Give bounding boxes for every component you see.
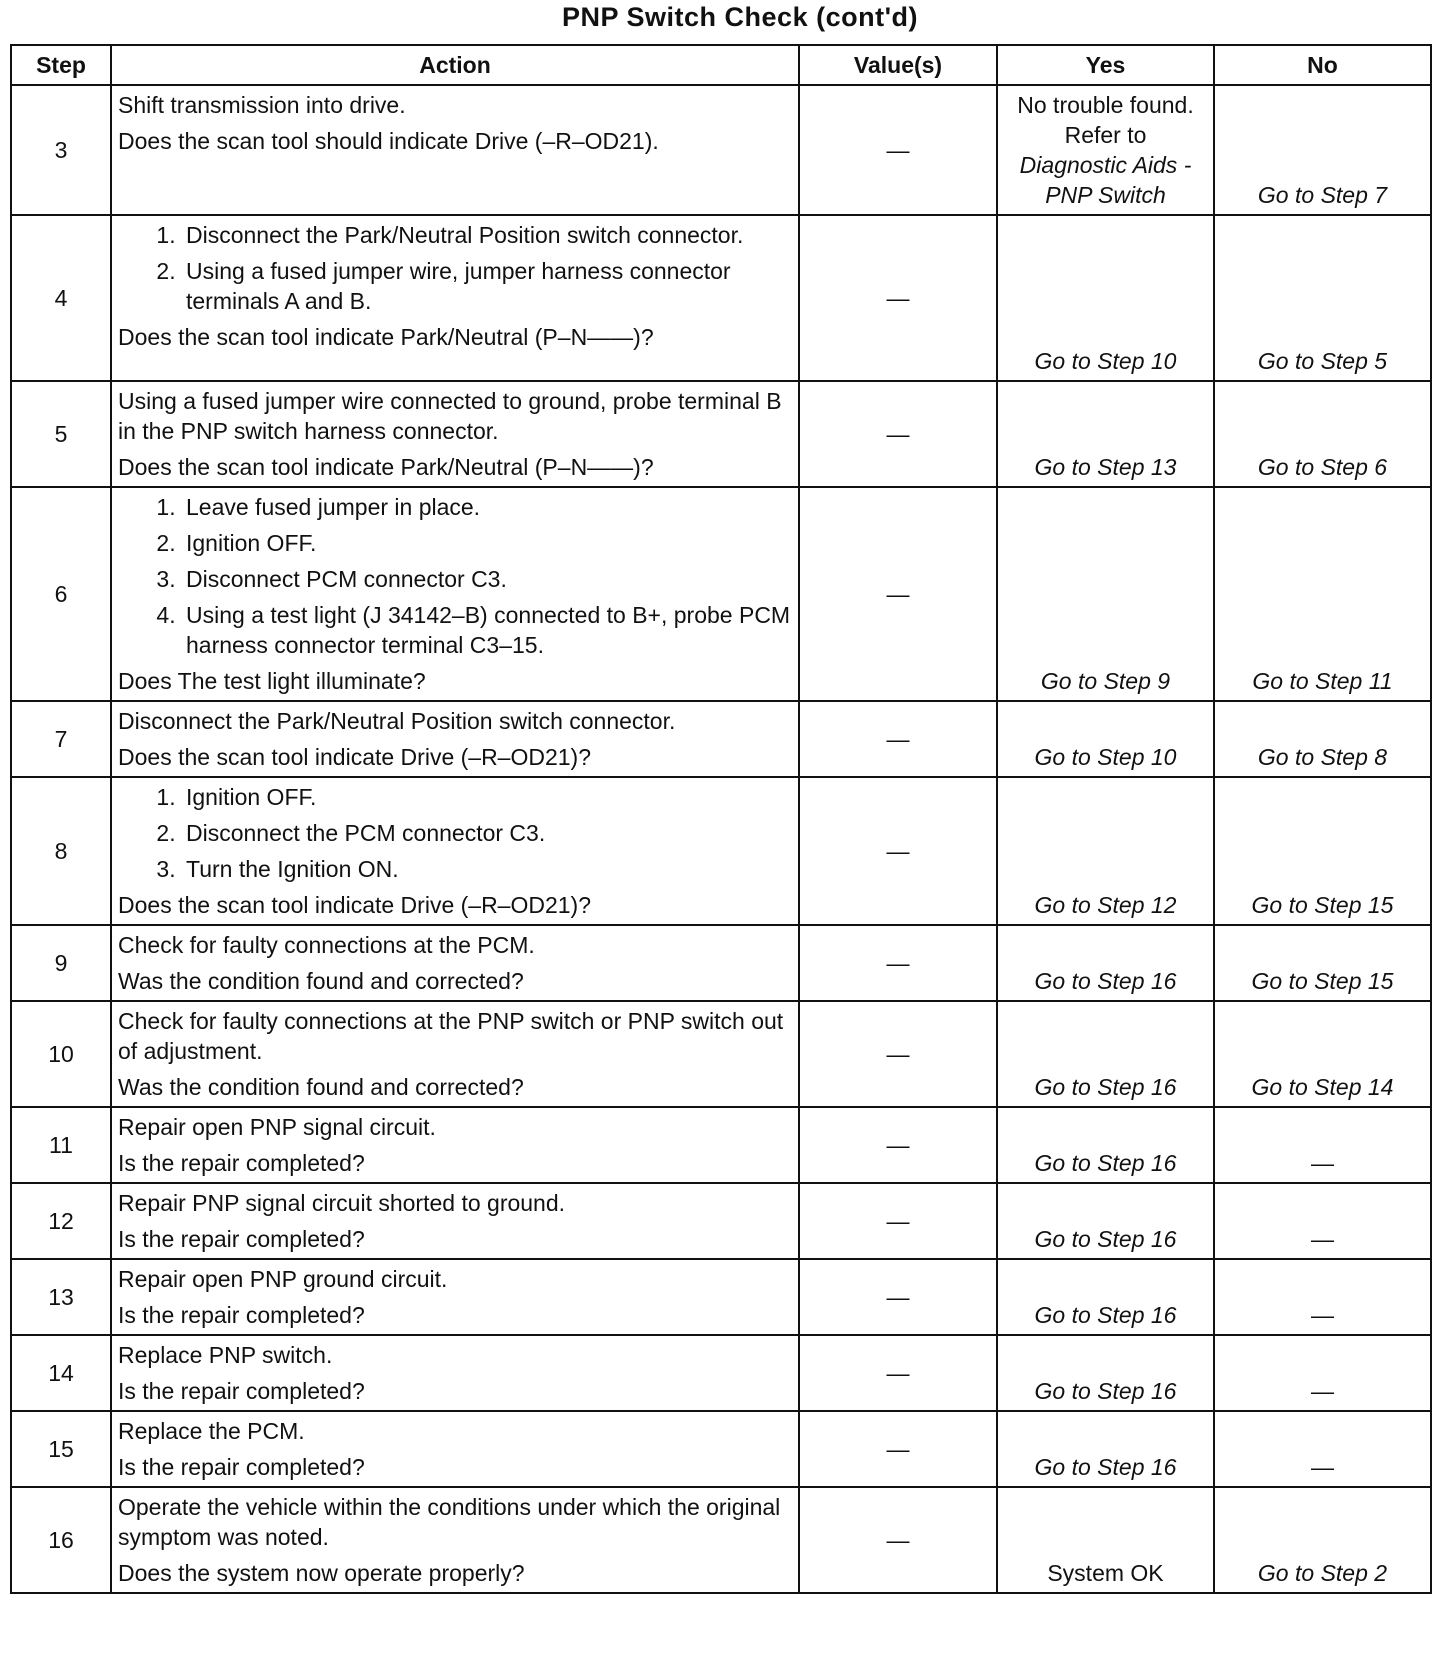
header-yes: Yes	[997, 45, 1214, 85]
header-value: Value(s)	[799, 45, 997, 85]
no-cell: Go to Step 2	[1214, 1487, 1431, 1593]
table-row	[11, 1411, 1431, 1487]
table-row	[11, 85, 1431, 215]
action-cell	[111, 1335, 799, 1411]
action-question: Is the repair completed?	[118, 1454, 365, 1480]
action-question: Was the condition found and corrected?	[118, 968, 524, 994]
action-cell	[111, 1183, 799, 1259]
step-number: 5	[11, 381, 111, 487]
action-text: Replace PNP switch.	[118, 1342, 333, 1368]
value-cell: —	[799, 1001, 997, 1107]
value-cell: —	[799, 925, 997, 1001]
action-text: Repair open PNP signal circuit.	[118, 1114, 436, 1140]
table-row	[11, 1487, 1431, 1593]
action-question: Was the condition found and corrected?	[118, 1074, 524, 1100]
action-question: Is the repair completed?	[118, 1226, 365, 1252]
no-cell: —	[1214, 1183, 1431, 1259]
no-cell: Go to Step 8	[1214, 701, 1431, 777]
value-cell: —	[799, 701, 997, 777]
no-cell: Go to Step 15	[1214, 925, 1431, 1001]
action-text: Repair PNP signal circuit shorted to ground.	[118, 1190, 566, 1216]
action-cell	[111, 215, 799, 381]
action-text: Shift transmission into drive.	[118, 92, 406, 118]
action-text: Repair open PNP ground circuit.	[118, 1266, 448, 1292]
yes-line: No trouble found.	[1017, 92, 1194, 118]
action-text: Replace the PCM.	[118, 1418, 305, 1444]
step-number: 7	[11, 701, 111, 777]
action-list-item: 1. Ignition OFF.	[182, 782, 792, 812]
step-number: 11	[11, 1107, 111, 1183]
yes-cell: Go to Step 16	[997, 1107, 1214, 1183]
action-list-item: 2. Disconnect the PCM connector C3.	[182, 818, 792, 848]
table-row	[11, 1001, 1431, 1107]
step-number: 10	[11, 1001, 111, 1107]
step-number: 8	[11, 777, 111, 925]
table-row	[11, 1107, 1431, 1183]
no-cell: —	[1214, 1107, 1431, 1183]
yes-cell: Go to Step 16	[997, 1335, 1214, 1411]
no-cell: —	[1214, 1259, 1431, 1335]
table-row	[11, 1183, 1431, 1259]
header-action: Action	[111, 45, 799, 85]
no-cell: —	[1214, 1335, 1431, 1411]
header-no: No	[1214, 45, 1431, 85]
action-question: Does the scan tool indicate Park/Neutral (P–N——)?	[118, 454, 654, 480]
action-list	[118, 782, 792, 884]
step-number: 13	[11, 1259, 111, 1335]
table-row	[11, 1259, 1431, 1335]
yes-cell: Go to Step 16	[997, 1001, 1214, 1107]
action-list-item: 2. Using a fused jumper wire, jumper harness connector terminals A and B.	[182, 256, 792, 316]
table-row	[11, 215, 1431, 381]
yes-cell: Go to Step 10	[997, 215, 1214, 381]
table-row	[11, 1335, 1431, 1411]
no-cell: Go to Step 5	[1214, 215, 1431, 381]
action-cell	[111, 381, 799, 487]
yes-line: Refer to	[1064, 122, 1147, 148]
action-text: Check for faulty connections at the PNP switch or PNP switch out of adjustment.	[118, 1008, 784, 1064]
action-list-item: 3. Disconnect PCM connector C3.	[182, 564, 792, 594]
no-cell: Go to Step 6	[1214, 381, 1431, 487]
action-text: Disconnect the Park/Neutral Position switch connector.	[118, 708, 676, 734]
action-question: Is the repair completed?	[118, 1150, 365, 1176]
action-cell	[111, 1487, 799, 1593]
step-number: 12	[11, 1183, 111, 1259]
action-cell	[111, 85, 799, 215]
value-cell: —	[799, 1487, 997, 1593]
action-cell	[111, 1107, 799, 1183]
yes-cell: Go to Step 16	[997, 1411, 1214, 1487]
value-cell: —	[799, 1107, 997, 1183]
action-list-item: 3. Turn the Ignition ON.	[182, 854, 792, 884]
action-question: Is the repair completed?	[118, 1378, 365, 1404]
step-number: 4	[11, 215, 111, 381]
no-cell: Go to Step 15	[1214, 777, 1431, 925]
table-row	[11, 701, 1431, 777]
action-cell	[111, 1411, 799, 1487]
action-cell	[111, 1001, 799, 1107]
page-title: PNP Switch Check (cont'd)	[562, 2, 918, 32]
action-text: Operate the vehicle within the conditions under which the original symptom was noted.	[118, 1494, 781, 1550]
action-cell	[111, 701, 799, 777]
value-cell: —	[799, 381, 997, 487]
action-question: Does The test light illuminate?	[118, 668, 426, 694]
action-question: Is the repair completed?	[118, 1302, 365, 1328]
action-list-item: 2. Ignition OFF.	[182, 528, 792, 558]
action-list-item: 1. Leave fused jumper in place.	[182, 492, 792, 522]
action-cell	[111, 1259, 799, 1335]
action-text: Using a fused jumper wire connected to ground, probe terminal B in the PNP switch harness connector.	[118, 388, 782, 444]
yes-cell: Go to Step 13	[997, 381, 1214, 487]
step-number: 9	[11, 925, 111, 1001]
yes-cell	[997, 85, 1214, 215]
value-cell: —	[799, 777, 997, 925]
action-question: Does the scan tool indicate Drive (–R–OD21)?	[118, 744, 592, 770]
step-number: 6	[11, 487, 111, 701]
action-question: Does the system now operate properly?	[118, 1560, 525, 1586]
no-cell: Go to Step 14	[1214, 1001, 1431, 1107]
table-header-row	[11, 45, 1431, 85]
yes-line: Diagnostic Aids -	[1019, 152, 1192, 178]
yes-cell: System OK	[997, 1487, 1214, 1593]
value-cell: —	[799, 1183, 997, 1259]
yes-cell: Go to Step 16	[997, 1259, 1214, 1335]
table-row	[11, 381, 1431, 487]
yes-cell: Go to Step 10	[997, 701, 1214, 777]
action-list	[118, 220, 792, 316]
table-row	[11, 925, 1431, 1001]
action-question: Does the scan tool should indicate Drive (–R–OD21).	[118, 128, 659, 154]
value-cell: —	[799, 1411, 997, 1487]
yes-cell: Go to Step 16	[997, 925, 1214, 1001]
table-row	[11, 487, 1431, 701]
yes-cell: Go to Step 12	[997, 777, 1214, 925]
action-list	[118, 492, 792, 660]
value-cell: —	[799, 85, 997, 215]
value-cell: —	[799, 487, 997, 701]
no-cell: Go to Step 7	[1214, 85, 1431, 215]
no-cell: Go to Step 11	[1214, 487, 1431, 701]
action-question: Does the scan tool indicate Drive (–R–OD21)?	[118, 892, 592, 918]
action-list-item: 4. Using a test light (J 34142–B) connected to B+, probe PCM harness connector terminal C3–15.	[182, 600, 792, 660]
step-number: 3	[11, 85, 111, 215]
table-row	[11, 777, 1431, 925]
value-cell: —	[799, 1335, 997, 1411]
value-cell: —	[799, 1259, 997, 1335]
step-number: 16	[11, 1487, 111, 1593]
action-question: Does the scan tool indicate Park/Neutral (P–N——)?	[118, 324, 654, 350]
procedure-table	[10, 44, 1432, 1594]
action-cell	[111, 777, 799, 925]
yes-cell: Go to Step 9	[997, 487, 1214, 701]
step-number: 15	[11, 1411, 111, 1487]
action-list-item: 1. Disconnect the Park/Neutral Position switch connector.	[182, 220, 792, 250]
value-cell: —	[799, 215, 997, 381]
action-cell	[111, 487, 799, 701]
yes-line: PNP Switch	[1045, 182, 1166, 208]
action-text: Check for faulty connections at the PCM.	[118, 932, 535, 958]
no-cell: —	[1214, 1411, 1431, 1487]
action-cell	[111, 925, 799, 1001]
yes-cell: Go to Step 16	[997, 1183, 1214, 1259]
step-number: 14	[11, 1335, 111, 1411]
header-step: Step	[11, 45, 111, 85]
